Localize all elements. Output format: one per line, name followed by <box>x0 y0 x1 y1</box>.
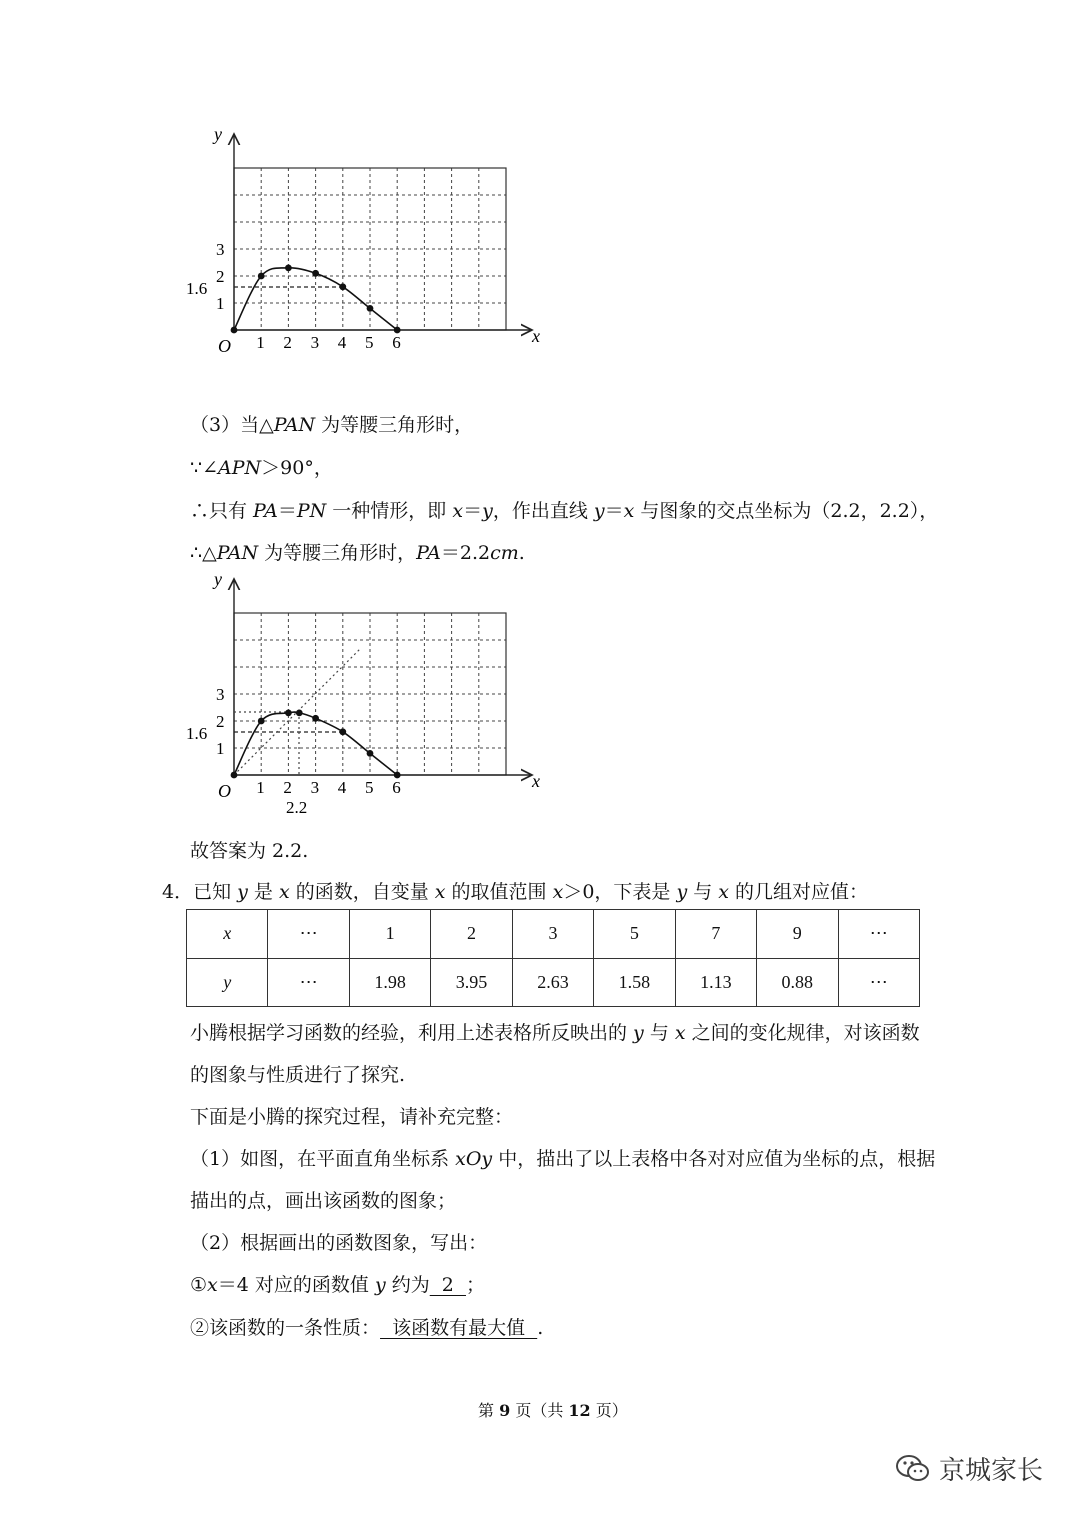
part3-line3: ∴只有 PA＝PN 一种情形，即 x＝y，作出直线 y＝x 与图象的交点坐标为（2.2，2.2）， <box>190 500 939 522</box>
data-point <box>312 715 319 722</box>
origin-label: O <box>218 336 231 356</box>
y-mark-label: 1.6 <box>186 724 208 743</box>
wechat-icon <box>895 1453 931 1485</box>
value-table <box>186 909 920 1007</box>
x-tick-label: 6 <box>392 778 401 797</box>
part3-line1: （3）当△PAN 为等腰三角形时， <box>190 414 474 436</box>
watermark <box>895 1450 1043 1487</box>
q4-step1-line1: （1）如图，在平面直角坐标系 xOy 中，描出了以上表格中各对对应值为坐标的点，根据 <box>190 1148 936 1170</box>
table-cell: 1.13 <box>675 958 756 1007</box>
x-tick-labels <box>256 333 401 352</box>
data-point <box>394 327 401 334</box>
table-cell: ⋯ <box>838 958 920 1007</box>
y-tick-label: 1 <box>216 294 225 313</box>
origin-label: O <box>218 781 231 801</box>
q4-answer1: ①x＝4 对应的函数值 y 约为 2 ； <box>190 1274 485 1296</box>
table-cell: ⋯ <box>838 910 920 959</box>
data-point <box>258 718 265 725</box>
table-cell: 7 <box>675 910 756 959</box>
table-cell: ⋯ <box>268 958 349 1007</box>
y-tick-label: 2 <box>216 712 225 731</box>
data-point <box>339 283 346 290</box>
x-tick-label: 2 <box>283 778 292 797</box>
x-mark-label: 2.2 <box>286 798 308 817</box>
table-cell: 3.95 <box>431 958 512 1007</box>
table-cell: 0.88 <box>757 958 838 1007</box>
q4-stem: 4．已知 y 是 x 的函数，自变量 x 的取值范围 x＞0，下表是 y 与 x 的几组对应值： <box>162 881 869 903</box>
answer-blank: 2 <box>429 1274 466 1296</box>
table-cell: 9 <box>757 910 838 959</box>
data-point <box>258 273 265 280</box>
data-point <box>339 728 346 735</box>
table-cell: y <box>187 958 268 1007</box>
y-axis-label: y <box>214 569 222 589</box>
table-cell: 5 <box>594 910 675 959</box>
y-tick-label: 3 <box>216 240 225 259</box>
function-graph-2 <box>180 565 560 820</box>
watermark-text: 京城家长 <box>939 1456 1044 1486</box>
q4-para1-line2: 的图象与性质进行了探究. <box>190 1064 406 1086</box>
data-point <box>231 327 238 334</box>
part3-line2: ∵∠APN＞90°， <box>190 457 333 479</box>
x-tick-label: 3 <box>310 778 320 797</box>
x-tick-label: 4 <box>337 778 347 797</box>
q4-para1-line1: 小腾根据学习函数的经验，利用上述表格所反映出的 y 与 x 之间的变化规律，对该函数 <box>190 1022 920 1044</box>
q4-answer2: ②该函数的一条性质： 该函数有最大值 . <box>190 1317 544 1339</box>
table-cell: 1 <box>349 910 430 959</box>
table-cell: 2 <box>431 910 512 959</box>
data-point <box>367 750 374 757</box>
data-point <box>285 710 292 717</box>
q4-step1-line2: 描出的点，画出该函数的图象； <box>190 1190 457 1212</box>
y-tick-labels <box>216 685 225 758</box>
x-tick-label: 3 <box>310 333 320 352</box>
x-tick-label: 6 <box>392 333 401 352</box>
x-tick-label: 5 <box>365 778 374 797</box>
x-tick-label: 5 <box>365 333 374 352</box>
table-row-y <box>187 958 920 1007</box>
x-axis-label: x <box>532 326 540 346</box>
x-tick-label: 1 <box>256 778 265 797</box>
answer-line: 故答案为 2.2. <box>190 840 309 862</box>
page-footer: 第 9 页（共 12 页） <box>478 1401 628 1420</box>
y-tick-labels <box>216 240 225 313</box>
data-point <box>231 772 238 779</box>
data-point <box>394 772 401 779</box>
data-points <box>231 265 401 334</box>
table-cell: 1.58 <box>594 958 675 1007</box>
table-cell: 3 <box>512 910 593 959</box>
x-axis-label: x <box>532 771 540 791</box>
x-tick-label: 4 <box>337 333 347 352</box>
answer-blank: 该函数有最大值 <box>380 1317 538 1339</box>
table-cell: ⋯ <box>268 910 349 959</box>
x-tick-label: 1 <box>256 333 265 352</box>
data-point <box>285 265 292 272</box>
y-tick-label: 3 <box>216 685 225 704</box>
function-graph-1 <box>180 120 560 360</box>
part3-line4: ∴△PAN 为等腰三角形时，PA＝2.2cm. <box>190 542 525 564</box>
y-axis-label: y <box>214 124 222 144</box>
data-point <box>296 710 303 717</box>
y-mark-label: 1.6 <box>186 279 208 298</box>
table-cell: 1.98 <box>349 958 430 1007</box>
data-point <box>367 305 374 312</box>
data-point <box>312 270 319 277</box>
x-tick-labels <box>256 778 401 797</box>
table-row-x <box>187 910 920 959</box>
data-points <box>231 710 401 779</box>
y-tick-label: 2 <box>216 267 225 286</box>
table-cell: 2.63 <box>512 958 593 1007</box>
table-cell: x <box>187 910 268 959</box>
x-tick-label: 2 <box>283 333 292 352</box>
q4-step2: （2）根据画出的函数图象，写出： <box>190 1232 488 1254</box>
q4-para2: 下面是小腾的探究过程，请补充完整： <box>190 1106 514 1128</box>
y-tick-label: 1 <box>216 739 225 758</box>
